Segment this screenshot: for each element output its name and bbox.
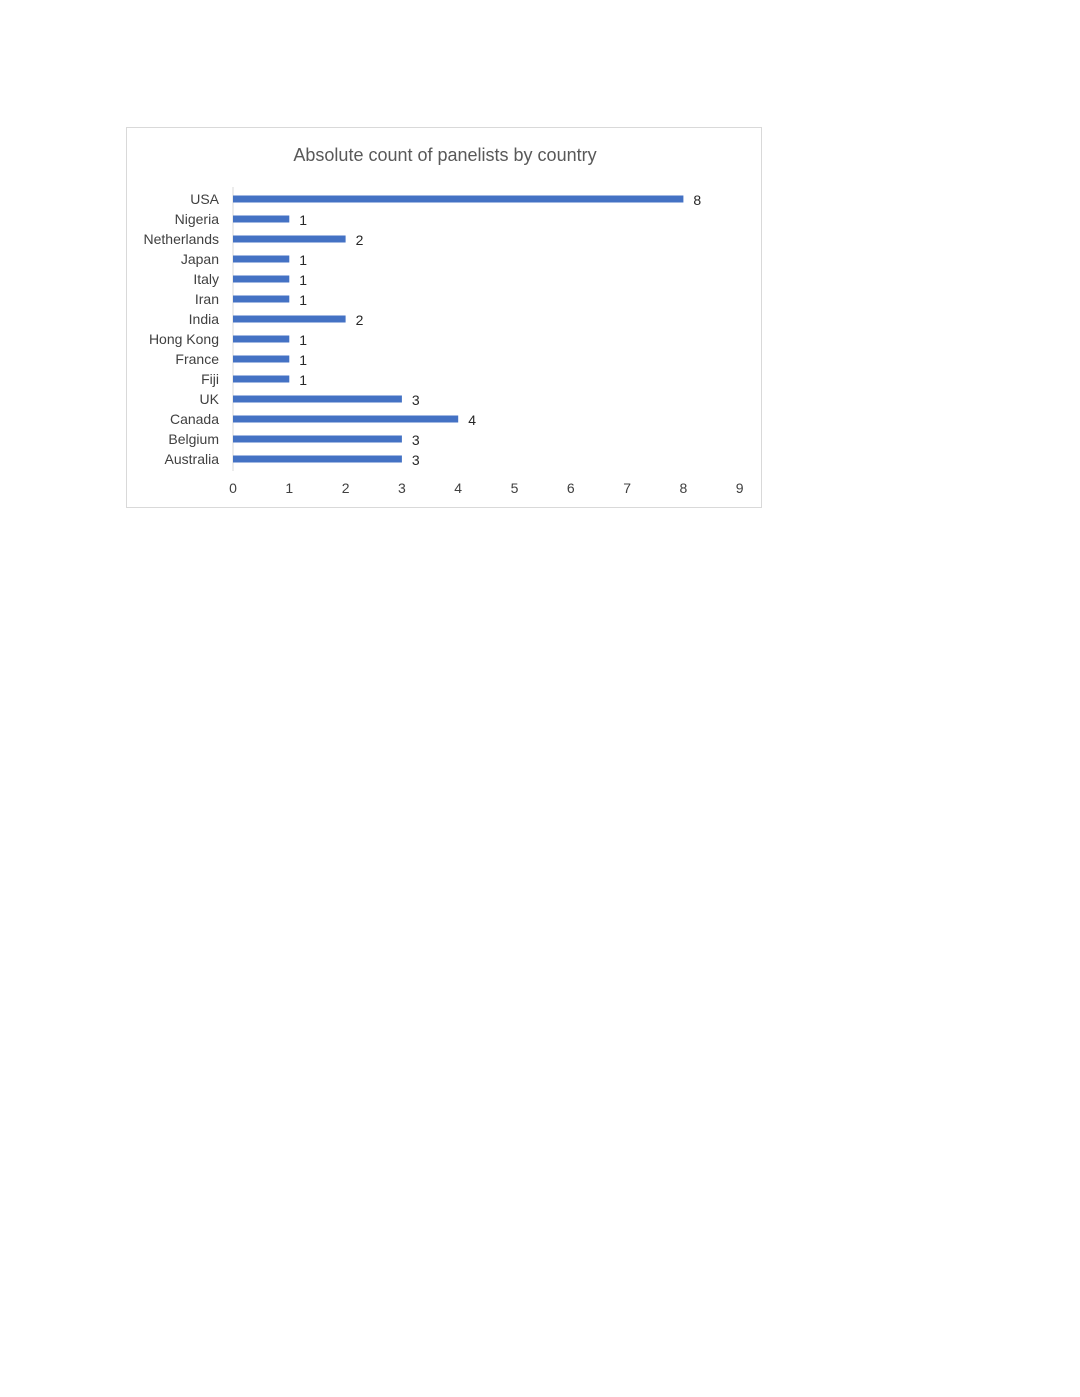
data-label: 1 <box>299 252 308 268</box>
x-tick-label: 2 <box>341 480 350 496</box>
category-label: Belgium <box>168 431 219 447</box>
data-label: 2 <box>355 312 364 328</box>
bar-india <box>233 316 346 323</box>
category-label: USA <box>190 191 219 207</box>
x-tick-label: 9 <box>735 480 744 496</box>
data-label: 1 <box>299 272 308 288</box>
data-label: 2 <box>355 232 364 248</box>
bar-italy <box>233 276 289 283</box>
chart-frame <box>126 127 762 508</box>
data-label: 3 <box>411 432 420 448</box>
data-label: 1 <box>299 292 308 308</box>
bar-iran <box>233 296 289 303</box>
chart-title: Absolute count of panelists by country <box>293 145 597 165</box>
x-tick-label: 4 <box>454 480 463 496</box>
bar-japan <box>233 256 289 263</box>
bar-usa <box>233 196 683 203</box>
x-tick-label: 8 <box>679 480 688 496</box>
category-label: India <box>188 311 219 327</box>
category-label: France <box>175 351 219 367</box>
data-label: 1 <box>299 212 308 228</box>
data-label: 1 <box>299 332 308 348</box>
x-tick-label: 5 <box>510 480 519 496</box>
bar-australia <box>233 456 402 463</box>
x-tick-label: 1 <box>285 480 294 496</box>
data-label: 3 <box>411 392 420 408</box>
bar-chart <box>127 128 763 509</box>
bar-hong-kong <box>233 336 289 343</box>
x-tick-label: 7 <box>623 480 631 496</box>
x-tick-label: 3 <box>398 480 406 496</box>
bar-belgium <box>233 436 402 443</box>
category-label: Italy <box>193 271 219 287</box>
data-label: 1 <box>299 372 308 388</box>
category-label: Canada <box>169 411 219 427</box>
category-label: Hong Kong <box>148 331 219 347</box>
data-label: 3 <box>411 452 420 468</box>
category-label: Australia <box>164 451 219 467</box>
category-label: Fiji <box>201 371 219 387</box>
category-label: Nigeria <box>174 211 219 227</box>
category-label: Netherlands <box>143 231 219 247</box>
category-label: UK <box>199 391 219 407</box>
category-label: Japan <box>180 251 219 267</box>
data-label: 8 <box>693 192 702 208</box>
bar-nigeria <box>233 216 289 223</box>
data-label: 4 <box>468 412 476 428</box>
bar-uk <box>233 396 402 403</box>
data-label: 1 <box>299 352 308 368</box>
bar-france <box>233 356 289 363</box>
x-tick-label: 0 <box>229 480 237 496</box>
bar-fiji <box>233 376 289 383</box>
bar-netherlands <box>233 236 346 243</box>
bar-canada <box>233 416 458 423</box>
category-label: Iran <box>194 291 219 307</box>
x-tick-label: 6 <box>566 480 575 496</box>
